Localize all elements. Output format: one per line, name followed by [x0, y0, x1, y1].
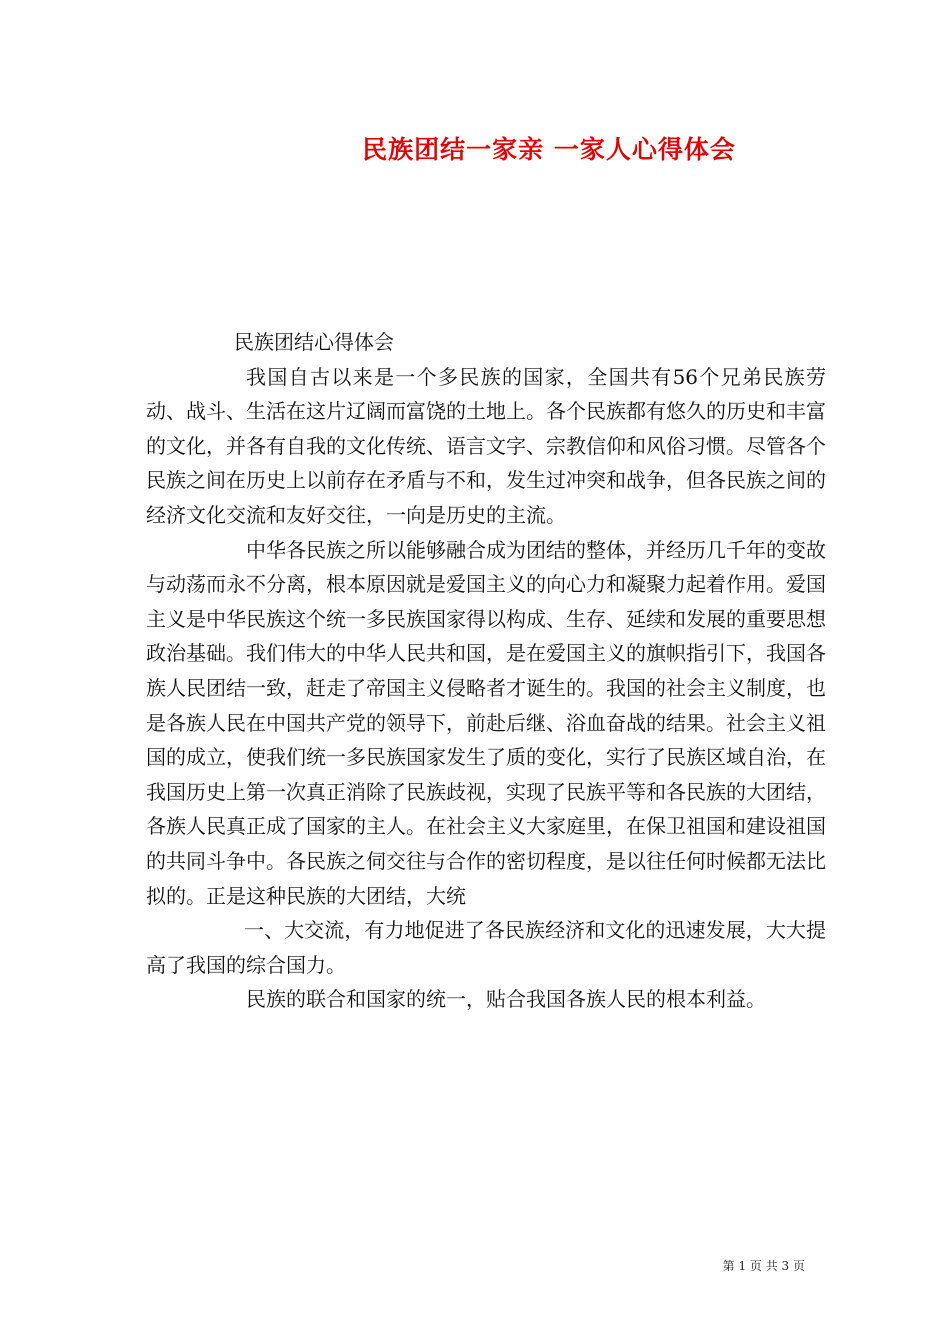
body-paragraph-2: 中华各民族之所以能够融合成为团结的整体，并经历几千年的变故与动荡而永不分离，根本原因就是爱国主义的向心力和凝聚力起着作用。爱国主义是中华民族这个统一多民族国家得以构成、生存、延续和发展的重要思想政治基础。我们伟大的中华人民共和国，是在爱国主义的旗帜指引下，我国各族人民团结一致，赶走了帝国主义侵略者才诞生的。我国的社会主义制度，也是各族人民在中国共产党的领导下，前赴后继、浴血奋战的结果。社会主义祖国的成立，使我们统一多民族国家发生了质的变化，实行了民族区域自治，在我国历史上第一次真正消除了民族歧视，实现了民族平等和各民族的大团结，各族人民真正成了国家的主人。在社会主义大家庭里，在保卫祖国和建设祖国的共同斗争中。各民族之伺交往与合作的密切程度，是以往任何时候都无法比拟的。正是这种民族的大团结，大统: [146, 537, 826, 908]
page-number-footer: 第 1 页 共 3 页: [722, 1259, 805, 1273]
body-paragraph-1: 我国自古以来是一个多民族的国家，全国共有56个兄弟民族劳动、战斗、生活在这片辽阔而富饶的土地上。各个民族都有悠久的历史和丰富的文化，并各有自我的文化传统、语言文字、宗教信仰和风俗习惯。尽管各个民族之间在历史上以前存在矛盾与不和，发生过冲突和战争，但各民族之间的经济文化交流和友好交往，一向是历史的主流。: [146, 364, 826, 527]
document-body: [146, 325, 826, 1017]
body-paragraph-4: 民族的联合和国家的统一，贴合我国各族人民的根本利益。: [246, 987, 766, 1012]
document-subtitle: 民族团结心得体会: [234, 330, 394, 354]
body-paragraph-3: 一、大交流，有力地促进了各民族经济和文化的迅速发展，大大提高了我国的综合国力。: [146, 918, 826, 977]
document-title: 民族团结一家亲 一家人心得体会: [362, 135, 736, 164]
